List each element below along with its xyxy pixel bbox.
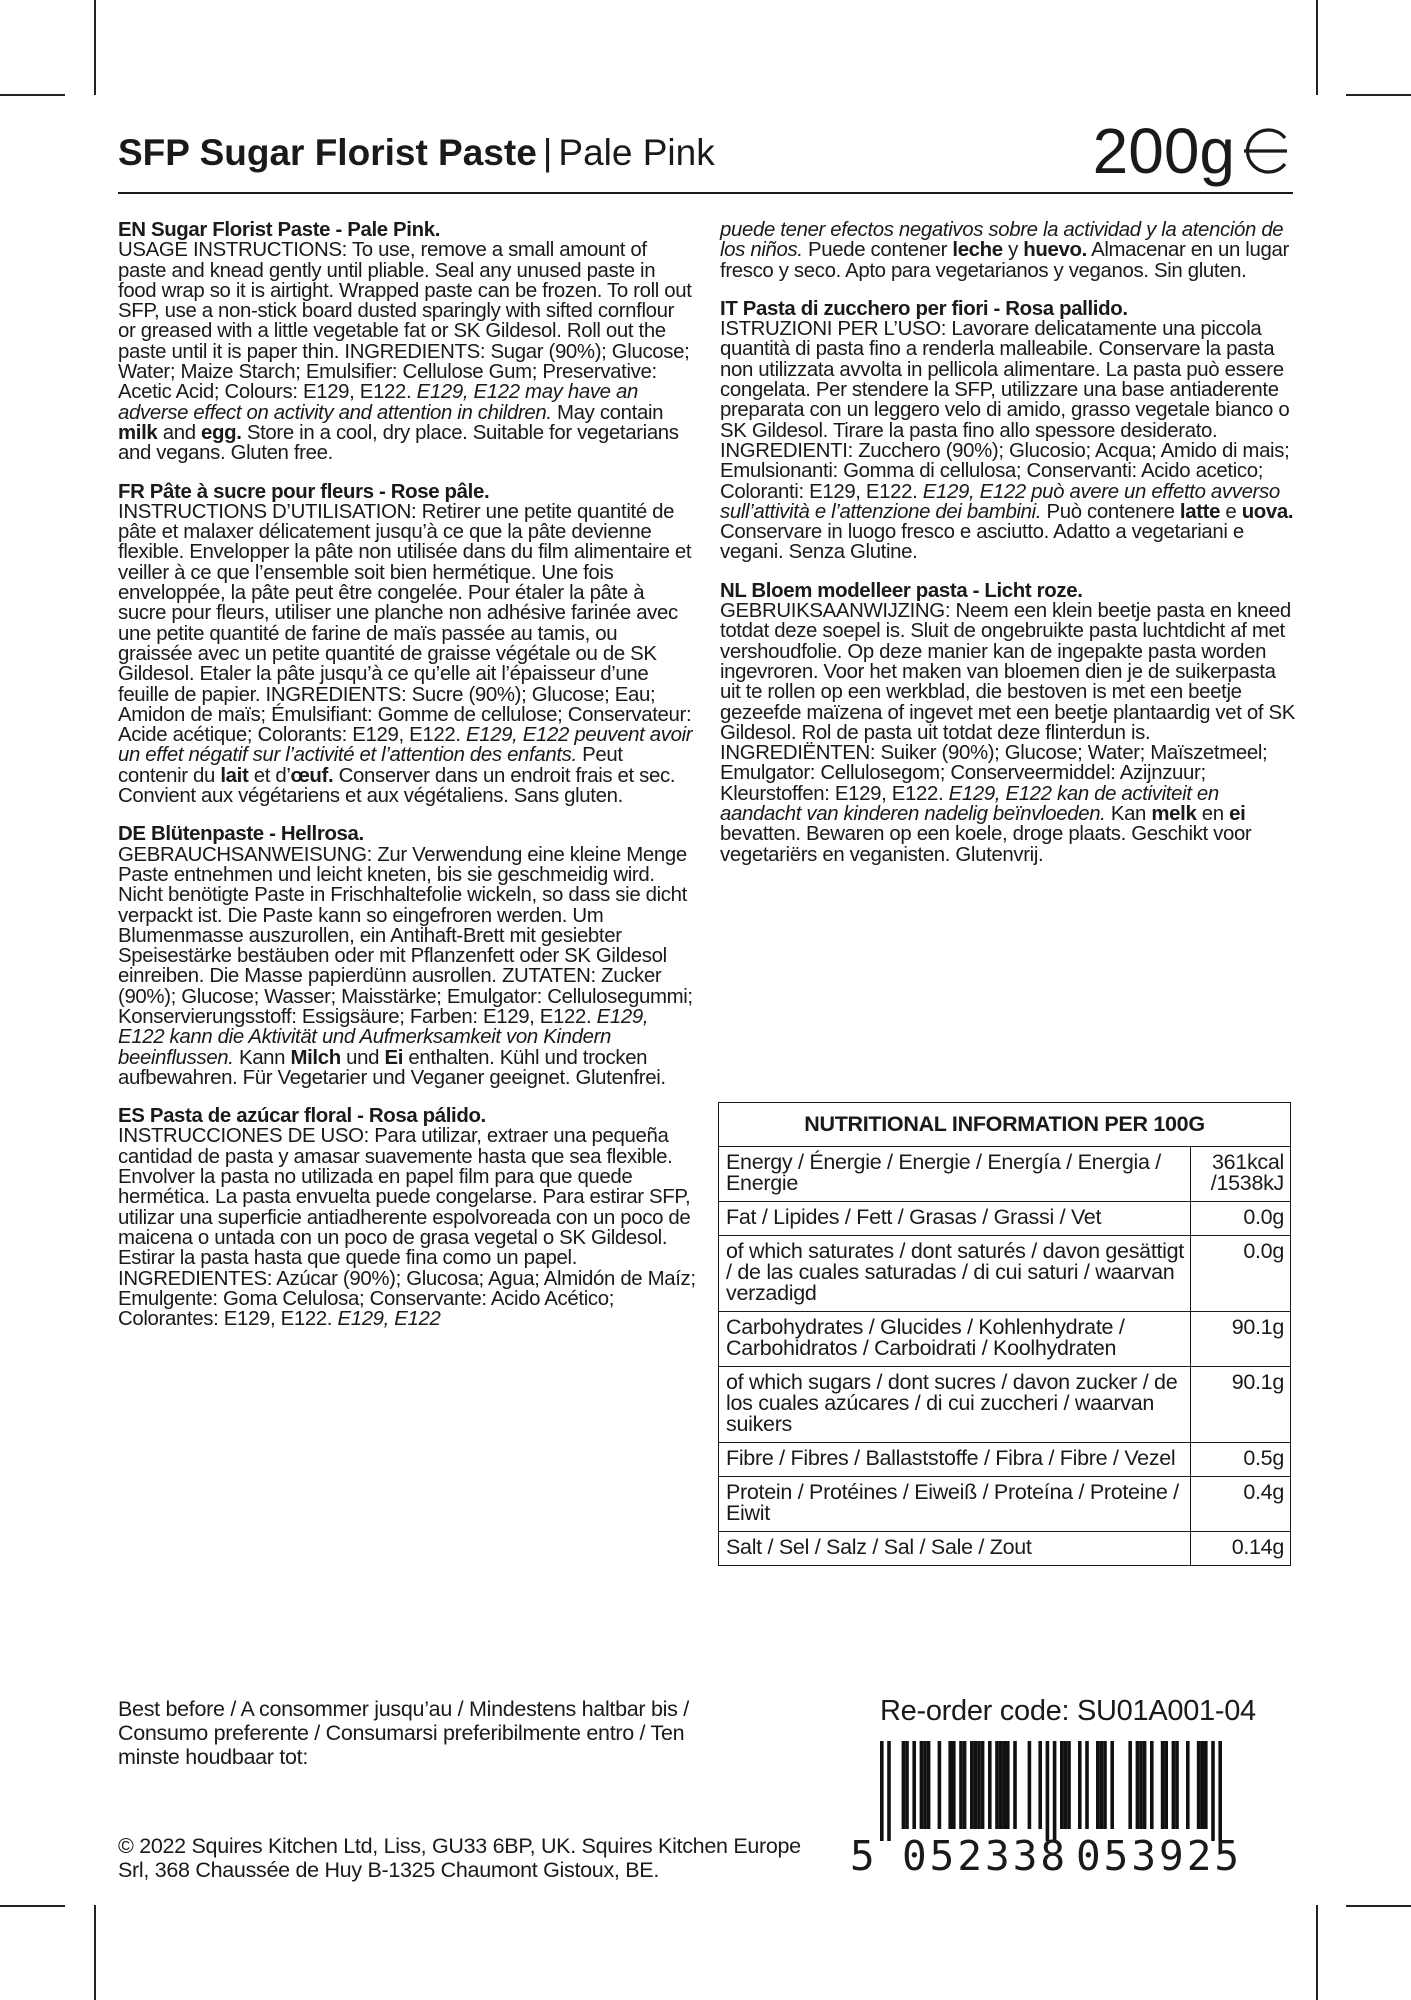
barcode-bar — [995, 1741, 999, 1829]
nutrient-label: Protein / Protéines / Eiweiß / Proteína / Proteine / Eiwit — [719, 1477, 1191, 1532]
section-en — [118, 220, 696, 464]
nutrient-value: 0.0g — [1191, 1236, 1291, 1312]
barcode-bar — [1136, 1741, 1140, 1829]
section-heading: NL Bloem modelleer pasta - Licht roze. — [720, 579, 1083, 602]
section-heading: ES Pasta de azúcar floral - Rosa pálido. — [118, 1105, 486, 1128]
barcode-bar — [1175, 1741, 1179, 1829]
body-text: en — [1196, 803, 1230, 826]
allergen: uova. — [1241, 500, 1294, 523]
section-body — [118, 1126, 696, 1329]
nutrient-value: 0.4g — [1191, 1477, 1291, 1532]
crop-mark-left-bottom — [0, 1905, 65, 1907]
body-text: bevatten. Bewaren op een koele, droge plaats. Geschikt voor vegetariërs en veganisten. Glutenvrij. — [720, 823, 1252, 866]
colour-warning: E129, E122 kan de activiteit en aandacht van kinderen nadelig beïnvloeden. — [720, 782, 1219, 826]
section-es — [118, 1106, 696, 1329]
colour-warning: E129, E122 kann die Aktivität und Aufmerksamkeit von Kindern beeinflussen. — [118, 1005, 649, 1069]
section-heading: EN Sugar Florist Paste - Pale Pink. — [118, 219, 441, 241]
barcode-bar — [1204, 1741, 1208, 1829]
body-text: Store in a cool, dry place. Suitable for vegetarians and vegans. Gluten free. — [118, 421, 679, 465]
allergen: œuf. — [290, 764, 334, 787]
copyright-text: © 2022 Squires Kitchen Ltd, Liss, GU33 6BP, UK. Squires Kitchen Europe Srl, 368 Chaussée de Huy B-1325 Chaumont Gistoux, BE. — [118, 1834, 801, 1882]
nutrient-label: Energy / Énergie / Energie / Energía / Energia / Energie — [719, 1147, 1191, 1202]
barcode-bar — [1172, 1741, 1176, 1829]
barcode-bar — [887, 1741, 891, 1841]
nutrient-label: of which sugars / dont sucres / davon zucker / de los cuales azúcares / di cui zuccheri / waarvan suikers — [719, 1367, 1191, 1443]
weight-value: 200g — [1092, 115, 1235, 187]
product-variant: Pale Pink — [558, 132, 715, 173]
barcode-bar — [1161, 1741, 1165, 1829]
nutrient-value: 0.14g — [1191, 1532, 1291, 1566]
label-header — [118, 112, 1293, 190]
nutrient-label: Fat / Lipides / Fett / Grasas / Grassi / Vet — [719, 1202, 1191, 1236]
title-separator: | — [542, 132, 553, 173]
section-heading: IT Pasta di zucchero per fiori - Rosa pallido. — [720, 297, 1128, 320]
body-text: GEBRAUCHSANWEISUNG: Zur Verwendung eine kleine Menge Paste entnehmen und leicht kneten, bis sie geschmeidig wird. Nicht benötigte Paste in Frischhaltefolie wickeln, so dass sie dicht verpackt ist. Die Paste kann so eingefroren werden. Um Blumenmasse auszurollen, ein Antihaft-Brett mit gesiebter Speisestärke bestäuben oder mit Pflanzenfett oder SK Gildesol einreiben. Die Masse papierdünn ausrollen. ZUTATEN: Zucker (90%); Glucose; Wasser; Maisstärke; Emulgator: Cellulosegummi; Konservierungsstoff: Essigsäure; Farben: E129, E122. — [118, 843, 693, 1028]
section-heading: FR Pâte à sucre pour fleurs - Rose pâle. — [118, 480, 490, 503]
nutrient-label: of which saturates / dont saturés / davon gesättigt / de las cuales saturadas / di cui saturi / waarvan verzadigd — [719, 1236, 1191, 1312]
barcode-bar — [902, 1741, 906, 1829]
barcode-bar — [1038, 1741, 1042, 1829]
barcode-bar — [1060, 1741, 1064, 1829]
barcode-bar — [1064, 1741, 1068, 1829]
section-es-continued — [720, 220, 1300, 281]
crop-mark-right-bottom — [1346, 1905, 1411, 1907]
barcode-left-group: 052338 — [902, 1832, 1069, 1880]
table-row — [719, 1477, 1291, 1532]
body-text: und — [340, 1046, 385, 1069]
barcode-bar — [1078, 1741, 1082, 1829]
barcode-bar — [1186, 1741, 1190, 1829]
product-title — [118, 132, 715, 174]
text-column-right — [720, 220, 1300, 883]
body-text: et d’ — [248, 764, 291, 787]
crop-mark-bottom-right — [1316, 1905, 1318, 2000]
barcode-bar — [970, 1741, 974, 1829]
section-nl — [720, 581, 1300, 865]
nutrient-label: Salt / Sel / Salz / Sal / Sale / Zout — [719, 1532, 1191, 1566]
nutrient-value: 0.5g — [1191, 1443, 1291, 1477]
body-text: e — [1220, 500, 1242, 523]
product-name: SFP Sugar Florist Paste — [118, 132, 537, 173]
barcode-bar — [927, 1741, 931, 1829]
allergen: melk — [1151, 803, 1197, 826]
barcode-bar — [952, 1741, 956, 1829]
crop-mark-bottom-left — [94, 1905, 96, 2000]
colour-warning: E129, E122 may have an adverse effect on activity and attention in children. — [118, 381, 638, 424]
body-text: May contain — [551, 401, 664, 424]
barcode-bar — [1013, 1741, 1017, 1829]
nutrient-label: Fibre / Fibres / Ballaststoffe / Fibra / Fibre / Vezel — [719, 1443, 1191, 1477]
barcode-bar — [1103, 1741, 1107, 1829]
barcode-first-digit: 5 — [850, 1832, 875, 1880]
barcode-bar — [1197, 1741, 1201, 1829]
barcode-bar — [1006, 1741, 1010, 1829]
barcode-bar — [938, 1741, 942, 1829]
colour-warning: E129, E122 — [337, 1308, 441, 1331]
header-rule — [118, 192, 1293, 194]
barcode-bar — [920, 1741, 924, 1829]
text-column-left — [118, 220, 696, 1347]
section-body — [118, 240, 696, 463]
body-text: Kan — [1105, 803, 1152, 826]
nutrient-value: 90.1g — [1191, 1312, 1291, 1367]
allergen: latte — [1179, 500, 1221, 523]
body-text: Conservare in luogo fresco e asciutto. Adatto a vegetariani e vegani. Senza Glutine. — [720, 521, 1244, 564]
best-before-text: Best before / A consommer jusqu’au / Mindestens haltbar bis / Consumo preferente / Consumarsi preferibilmente entro / Ten minste houdbaar tot: — [118, 1697, 689, 1769]
allergen: ei — [1229, 803, 1246, 826]
barcode-bar — [880, 1741, 884, 1841]
body-text: INSTRUCCIONES DE USO: Para utilizar, extraer una pequeña cantidad de pasta y amasar suavemente hasta que sea flexible. Envolver la pasta no utilizada en papel film para que quede hermética. La pasta envuelta puede congelarse. Para estirar SFP, utilizar una superficie antiadherente espolvoreada con un poco de maicena o untada con un poco de grasa vegetal o SK Gildesol. Estirar la pasta hasta que quede fina como un papel. INGREDIENTES: Azúcar (90%); Glucosa; Agua; Almidón de Maíz; Emulgente: Goma Celulosa; Conservante: Acido Acético; Colorantes: E129, E122. — [118, 1125, 696, 1331]
net-weight — [1093, 114, 1293, 188]
barcode-bar — [959, 1741, 963, 1829]
colour-warning: puede tener efectos negativos sobre la actividad y la atención de los niños. — [720, 219, 1284, 262]
section-body — [720, 220, 1300, 281]
nutrition-header-row — [719, 1103, 1291, 1147]
crop-mark-top-right — [1316, 0, 1318, 95]
body-text: INSTRUCTIONS D’UTILISATION: Retirer une petite quantité de pâte et malaxer délicatement jusqu’à ce que la pâte devienne flexible. Envelopper la pâte non utilisée dans du film alimentaire et veiller à ce que l’ensemble soit bien hermétique. Une fois enveloppée, la pâte peut être congelée. Pour étaler la pâte à sucre pour fleurs, utiliser une planche non adhésive farinée avec une petite quantité de farine de maïs passée au tamis, ou graissée avec un petite quantité de graisse végétale ou de SK Gildesol. Etaler la pâte jusqu’à ce qu’elle ait l’épaisseur d’une feuille de papier. INGREDIENTS: Sucre (90%); Glucose; Eau; Amidon de maïs; Émulsifiant: Gomme de cellulose; Conservateur: Acide acétique; Colorants: E129, E122. — [118, 500, 692, 747]
section-body — [118, 502, 696, 806]
barcode-bar — [1150, 1741, 1154, 1829]
table-row — [719, 1147, 1291, 1202]
barcode-bar — [1110, 1741, 1114, 1829]
section-heading: DE Blütenpaste - Hellrosa. — [118, 823, 364, 846]
allergen: lait — [220, 764, 249, 787]
section-de — [118, 824, 696, 1088]
allergen: Ei — [384, 1046, 404, 1069]
allergen: leche — [952, 239, 1003, 262]
section-body — [720, 601, 1300, 865]
barcode-bar — [912, 1741, 916, 1829]
barcode-bar — [1218, 1741, 1222, 1841]
barcode-bar — [923, 1741, 927, 1829]
nutrient-value: 361kcal /1538kJ — [1191, 1147, 1291, 1202]
barcode-bar — [1067, 1741, 1071, 1829]
body-text: Kann — [233, 1046, 291, 1069]
allergen: egg. — [201, 421, 242, 444]
barcode-bar — [1002, 1741, 1006, 1829]
body-text: Conserver dans un endroit frais et sec. Convient aux végétariens et aux végétaliens. Sans gluten. — [118, 764, 676, 808]
crop-mark-top-left — [94, 0, 96, 95]
nutrition-title: NUTRITIONAL INFORMATION PER 100G — [719, 1103, 1291, 1147]
barcode-bar — [981, 1741, 985, 1829]
nutrient-label: Carbohydrates / Glucides / Kohlenhydrate / Carbohidratos / Carboidrati / Koolhydraten — [719, 1312, 1191, 1367]
colour-warning: E129, E122 può avere un effetto avverso sull’attività e l’attenzione dei bambini. — [720, 480, 1280, 523]
nutrient-value: 90.1g — [1191, 1367, 1291, 1443]
barcode-bar — [1200, 1741, 1204, 1829]
table-row — [719, 1202, 1291, 1236]
table-row — [719, 1312, 1291, 1367]
e-mark-icon — [1241, 124, 1293, 178]
barcode — [846, 1741, 1286, 1841]
section-it — [720, 299, 1300, 563]
crop-mark-right-top — [1346, 94, 1411, 96]
barcode-bar — [974, 1741, 978, 1829]
barcode-bar — [905, 1741, 909, 1829]
barcode-bar — [1143, 1741, 1147, 1829]
barcode-bar — [977, 1741, 981, 1829]
colour-warning: E129, E122 peuvent avoir un effet négatif sur l’activité et l’attention des enfants. — [118, 724, 693, 767]
body-text: Almacenar en un lugar fresco y seco. Apto para vegetarianos y veganos. Sin gluten. — [720, 239, 1289, 282]
crop-mark-left-top — [0, 94, 65, 96]
table-row — [719, 1443, 1291, 1477]
table-row — [719, 1532, 1291, 1566]
barcode-bar — [948, 1741, 952, 1829]
allergen: huevo. — [1023, 239, 1087, 262]
barcode-bar — [1100, 1741, 1104, 1829]
allergen: milk — [118, 421, 158, 444]
barcode-bar — [1028, 1741, 1032, 1829]
body-text: Peut contenir du — [118, 744, 623, 787]
barcode-bar — [1085, 1741, 1089, 1829]
barcode-right-group: 053925 — [1076, 1832, 1243, 1880]
section-body — [720, 319, 1300, 563]
barcode-bar — [1211, 1741, 1215, 1841]
body-text: ISTRUZIONI PER L’USO: Lavorare delicatamente una piccola quantità di pasta fino a renderla malleabile. Conservare la pasta non utilizzata avvolta in pellicola alimentare. La pasta può essere congelata. Per stendere la SFP, utilizzare una base antiaderente preparata con un leggero velo di amido, grasso vegetale bianco o SK Gildesol. Tirare la pasta fino allo spessore desiderato. INGREDIENTI: Zucchero (90%); Glucosio; Acqua; Amido di mais; Emulsionanti: Gomma di cellulosa; Conservanti: Acido acetico; Coloranti: E129, E122. — [720, 318, 1290, 503]
barcode-bar — [1096, 1741, 1100, 1829]
allergen: Milch — [290, 1046, 341, 1069]
reorder-code: Re-order code: SU01A001-04 — [880, 1695, 1256, 1727]
barcode-bar — [1046, 1741, 1050, 1841]
barcode-bar — [963, 1741, 967, 1829]
barcode-bar — [1164, 1741, 1168, 1829]
table-row — [719, 1367, 1291, 1443]
barcode-bar — [988, 1741, 992, 1829]
barcode-bar — [1128, 1741, 1132, 1829]
nutrition-table — [718, 1102, 1291, 1566]
body-text: y — [1002, 239, 1024, 262]
body-text: and — [157, 421, 202, 444]
barcode-bar — [1139, 1741, 1143, 1829]
body-text: Può contenere — [1041, 500, 1180, 523]
table-row — [719, 1236, 1291, 1312]
body-text: GEBRUIKSAANWIJZING: Neem een klein beetje pasta en kneed totdat deze soepel is. Sluit de ongebruikte pasta luchtdicht af met vershoudfolie. Op deze manier kan de ingepakte pasta worden ingevroren. Voor het maken van bloemen dien je de suikerpasta uit te rollen op een werkblad, die bestoven is met een beetje gezeefde maïzena of ingevet met een beetje plantaardig vet of SK Gildesol. Rol de pasta uit totdat deze flinterdun is. INGREDIËNTEN: Suiker (90%); Glucose; Water; Maïszetmeel; Emulgator: Cellulosegom; Conserveermiddel: Azijnzuur; Kleurstoffen: E129, E122. — [720, 600, 1295, 805]
barcode-bar — [999, 1741, 1003, 1829]
body-text: enthalten. Kühl und trocken aufbewahren. Für Vegetarier und Veganer geeignet. Glutenfrei. — [118, 1046, 666, 1089]
body-text: USAGE INSTRUCTIONS: To use, remove a small amount of paste and knead gently until pliable. Seal any unused paste in food wrap so it is airtight. Wrapped paste can be frozen. To roll out SFP, use a non-stick board dusted sparingly with sifted cornflour or greased with a little vegetable fat or SK Gildesol. Roll out the paste until it is paper thin. INGREDIENTS: Sugar (90%); Glucose; Water; Maize Starch; Emulsifier: Cellulose Gum; Preservative: Acetic Acid; Colours: E129, E122. — [118, 239, 692, 404]
body-text: Puede contener — [802, 239, 953, 262]
barcode-bar — [1053, 1741, 1057, 1841]
nutrient-value: 0.0g — [1191, 1202, 1291, 1236]
section-fr — [118, 482, 696, 807]
section-body — [118, 845, 696, 1089]
